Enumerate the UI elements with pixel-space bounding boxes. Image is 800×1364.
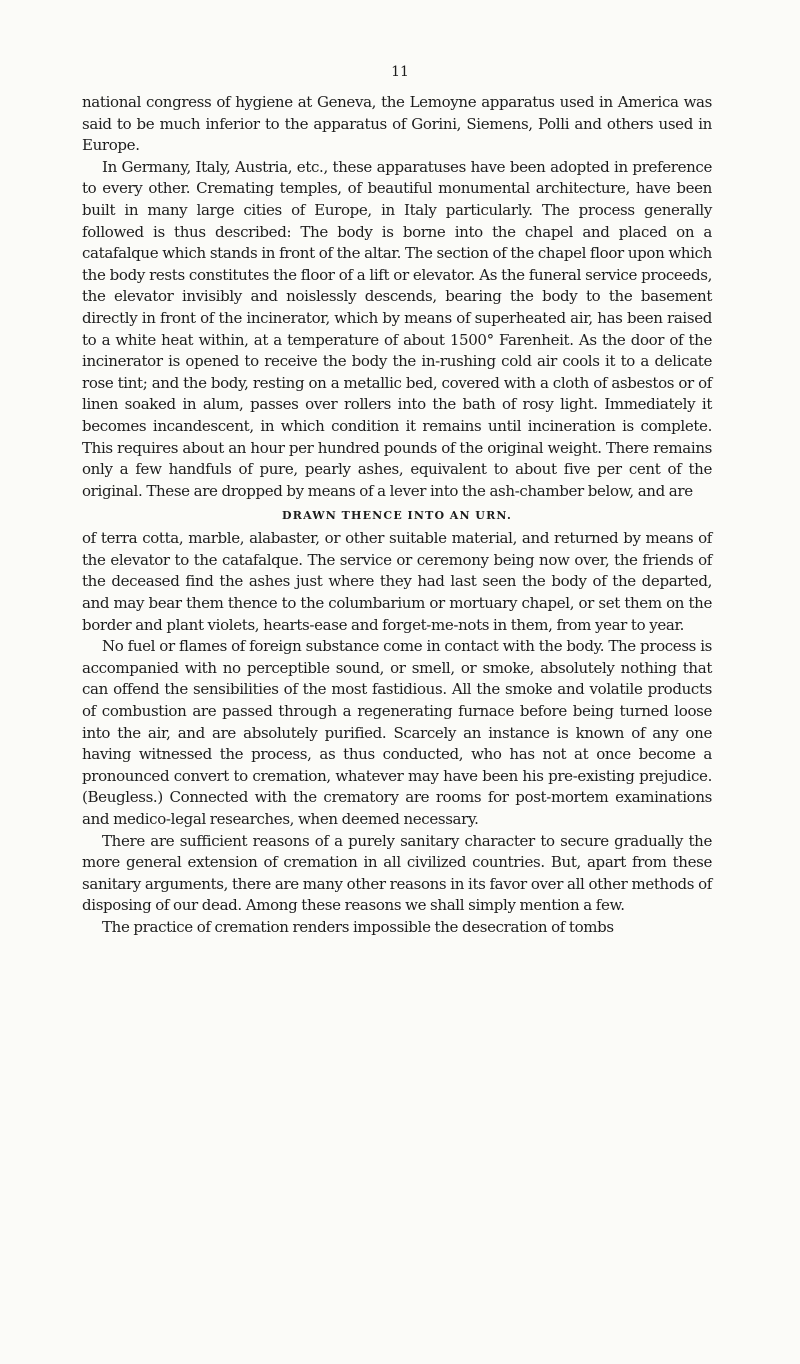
paragraph-urn: of terra cotta, marble, alabaster, or other suitable material, and returned by means of the elevator to the catafalque. The service or ceremony being now over, the friends of the deceased find the ashes just where they had last seen the body of the departed, and may bear them thence to the columbarium or mortuary chapel, or set them on the border and plant violets, hearts-ease and forget-me-nots in them, from year to year. <box>82 529 712 634</box>
paragraph-desecration: The practice of cremation renders impossible the desecration of tombs <box>102 917 614 936</box>
paragraph-no-fuel: No fuel or flames of foreign substance come in contact with the body. The process is accompanied with no perceptible sound, or smell, or smoke, absolutely nothing that can offend the sensibilities of the most fastidious. All the smoke and volatile products of combustion are passed through a regenerating furnace before being turned loose into the air, and are absolutely purified. Scarcely an instance is known of any one having witnessed the process, as thus conducted, who has not at once become a pronounced convert to cremation, whatever may have been his pre-existing prejudice. (Beugless.) Connected with the crematory are rooms for post-mortem examinations and medico-legal researches, when deemed necessary. <box>82 637 712 828</box>
body-text <box>82 92 712 939</box>
page-number: 11 <box>391 64 409 80</box>
paragraph-sanitary-reasons: There are sufficient reasons of a purely sanitary character to secure gradually the more general extension of cremation in all civilized countries. But, apart from these sanitary arguments, there are many other reasons in its favor over all other methods of disposing of our dead. Among these reasons we shall simply mention a few. <box>82 831 712 915</box>
paragraph-cremating-temples: In Germany, Italy, Austria, etc., these apparatuses have been adopted in preference to every other. Cremating temples, of beautiful monumental architecture, have been built in many large cities of Europe, in Italy particularly. The process generally followed is thus described: The body is borne into the chapel and placed on a catafalque which stands in front of the altar. The section of the chapel floor upon which the body rests constitutes the floor of a lift or elevator. As the funeral service proceeds, the elevator invisibly and noislessly descends, bearing the body to the basement directly in front of the incinerator, which by means of superheated air, has been raised to a white heat within, at a temperature of about 1500° Farenheit. As the door of the incinerator is opened to receive the body the in-rushing cold air cools it to a delicate rose tint; and the body, resting on a metallic bed, covered with a cloth of asbestos or of linen soaked in alum, passes over rollers into the bath of rosy light. Immediately it becomes incandescent, in which condition it remains until incineration is complete. This requires about an hour per hundred pounds of the original weight. There remains only a few handfuls of pure, pearly ashes, equivalent to about five per cent of the original. These are dropped by means of a lever into the ash-chamber below, and are <box>82 157 712 500</box>
section-heading: DRAWN THENCE INTO AN URN. <box>281 509 513 523</box>
paragraph-continuation: national congress of hygiene at Geneva, the Lemoyne apparatus used in America was said to be much inferior to the apparatus of Gorini, Siemens, Polli and others used in Europe. <box>82 93 712 155</box>
